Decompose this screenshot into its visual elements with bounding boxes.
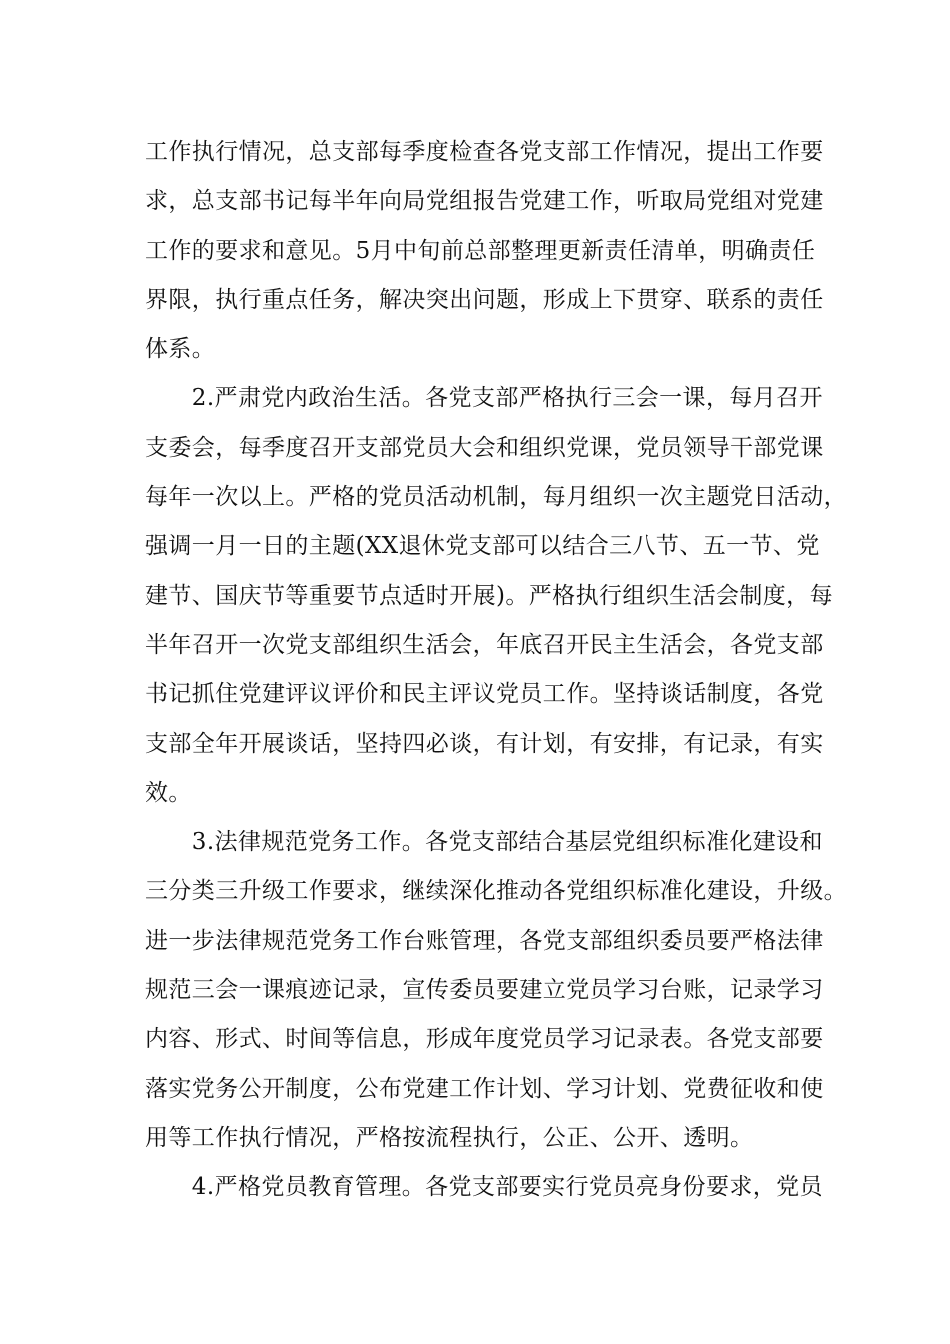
text-line: 3.法律规范党务工作。各党支部结合基层党组织标准化建设和 <box>145 829 823 856</box>
text-line: 落实党务公开制度，公布党建工作计划、学习计划、党费征收和使 <box>145 1075 824 1102</box>
text-line: 用等工作执行情况，严格按流程执行，公正、公开、透明。 <box>145 1124 754 1151</box>
text-line: 强调一月一日的主题(XX退休党支部可以结合三八节、五一节、党 <box>145 533 820 560</box>
text-line: 规范三会一课痕迹记录，宣传委员要建立党员学习台账，记录学习 <box>145 977 824 1004</box>
text-line: 界限，执行重点任务，解决突出问题，形成上下贯穿、联系的责任 <box>145 286 824 313</box>
text-line: 支部全年开展谈话，坚持四必谈，有计划，有安排，有记录，有实 <box>145 730 824 757</box>
text-line: 半年召开一次党支部组织生活会，年底召开民主生活会，各党支部 <box>145 631 824 658</box>
text-line: 4.严格党员教育管理。各党支部要实行党员亮身份要求，党员 <box>145 1174 823 1201</box>
text-line: 效。 <box>145 779 192 806</box>
text-line: 2.严肃党内政治生活。各党支部严格执行三会一课，每月召开 <box>145 385 823 412</box>
text-line: 进一步法律规范党务工作台账管理，各党支部组织委员要严格法律 <box>145 927 824 954</box>
text-line: 工作的要求和意见。5月中旬前总部整理更新责任清单，明确责任 <box>145 237 816 264</box>
text-line: 体系。 <box>145 336 216 363</box>
text-line: 三分类三升级工作要求，继续深化推动各党组织标准化建设，升级。 <box>145 878 847 905</box>
text-line: 内容、形式、时间等信息，形成年度党员学习记录表。各党支部要 <box>145 1026 824 1053</box>
text-line: 建节、国庆节等重要节点适时开展)。严格执行组织生活会制度，每 <box>145 582 833 609</box>
text-line: 书记抓住党建评议评价和民主评议党员工作。坚持谈话制度，各党 <box>145 681 824 708</box>
document-body <box>145 128 847 1213</box>
text-line: 工作执行情况，总支部每季度检查各党支部工作情况，提出工作要 <box>145 139 824 165</box>
text-line: 支委会，每季度召开支部党员大会和组织党课，党员领导干部党课 <box>145 434 824 461</box>
text-line: 求，总支部书记每半年向局党组报告党建工作，听取局党组对党建 <box>145 188 824 215</box>
text-line: 每年一次以上。严格的党员活动机制，每月组织一次主题党日活动， <box>145 484 847 511</box>
